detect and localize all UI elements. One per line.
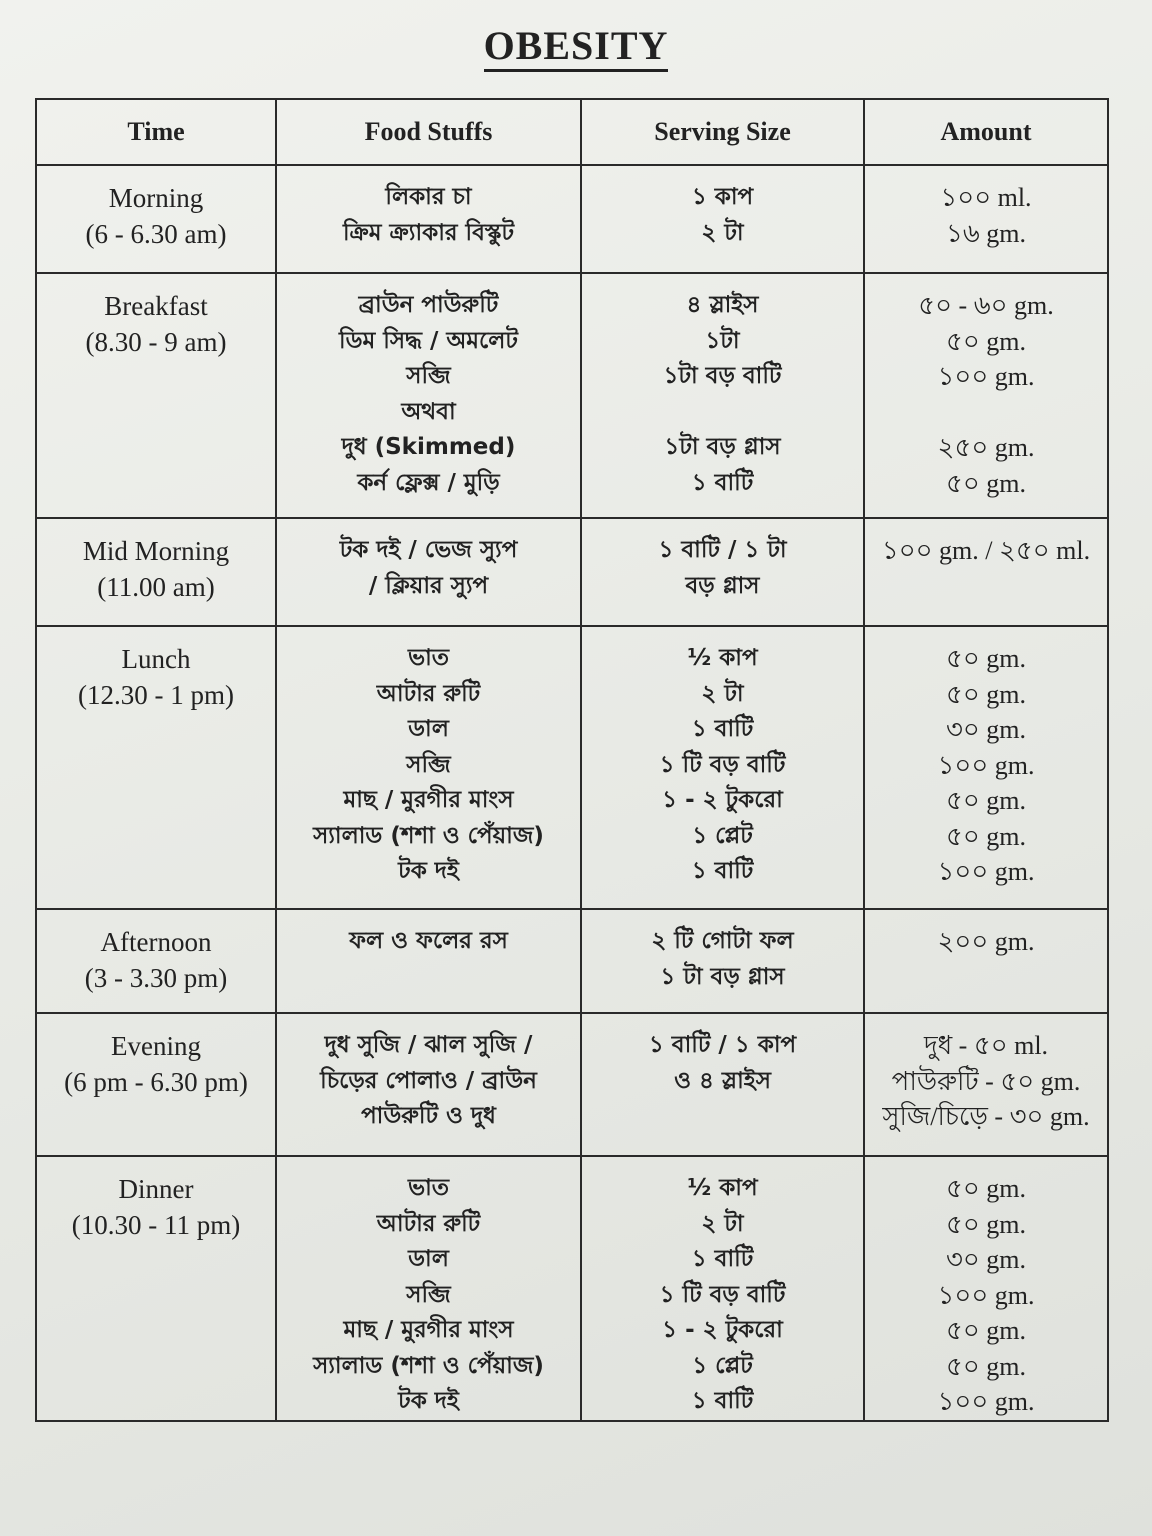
amount-line: ৩০ gm. <box>945 715 1027 744</box>
food-line: ডাল <box>408 1246 449 1272</box>
food-line: আটার রুটি <box>376 680 481 707</box>
amount-line: ৫০ gm. <box>946 1209 1026 1239</box>
food-line: লিকার চা <box>385 184 472 210</box>
amount-line: ৩০ gm. <box>945 1245 1027 1274</box>
amount-line <box>865 395 1107 431</box>
table-row <box>36 518 1108 626</box>
serving-line: ১ - ২ টুকরো <box>662 1317 783 1343</box>
serving-line: ১ কাপ <box>691 184 754 210</box>
meal-name: Dinner <box>118 1174 194 1204</box>
meal-hours: (10.30 - 11 pm) <box>71 1210 241 1240</box>
table-row <box>36 1156 1108 1421</box>
food-cell <box>276 626 581 909</box>
meal-name: Afternoon <box>100 927 212 957</box>
food-cell <box>276 1156 581 1421</box>
amount-line: পাউরুটি - ৫০ gm. <box>891 1066 1081 1096</box>
meal-name: Mid Morning <box>82 536 230 566</box>
meal-time-cell <box>36 626 276 909</box>
serving-line: ১ বাটি <box>691 858 754 884</box>
food-line: সব্জি <box>406 363 451 389</box>
food-line: স্যালাড (শশা ও পেঁয়াজ) <box>313 822 544 849</box>
serving-line: ১ বাটি <box>691 469 754 496</box>
amount-line: ৫০ - ৬০ gm. <box>918 291 1054 320</box>
serving-line: ১ বাটি <box>691 1246 754 1272</box>
meal-time-cell <box>36 518 276 626</box>
serving-line: ১ টি বড় বাটি <box>659 1281 786 1308</box>
serving-line: ২ টা <box>701 680 744 707</box>
food-cell <box>276 909 581 1013</box>
meal-name: Morning <box>108 183 204 213</box>
food-line: দুধ (Skimmed) <box>341 434 516 460</box>
serving-line: ১ বাটি <box>691 1388 754 1414</box>
amount-line: ১০০ gm. <box>937 362 1035 391</box>
meal-time-cell <box>36 1013 276 1156</box>
food-cell <box>276 518 581 626</box>
amount-line: ১০০ gm. <box>937 1280 1035 1310</box>
header-time: Time <box>36 99 276 165</box>
food-line: / ক্লিয়ার স্যুপ <box>368 572 489 599</box>
table-row <box>36 1013 1108 1156</box>
amount-line: ৫০ gm. <box>946 786 1026 815</box>
serving-cell <box>581 518 864 626</box>
meal-hours: (6 - 6.30 am) <box>85 219 227 249</box>
food-line: আটার রুটি <box>376 1210 481 1237</box>
food-line: স্যালাড (শশা ও পেঁয়াজ) <box>313 1352 544 1379</box>
amount-cell <box>864 273 1108 518</box>
meal-name: Lunch <box>121 644 191 674</box>
serving-line: ৪ স্লাইস <box>686 292 759 318</box>
table-row <box>36 165 1108 273</box>
table-row <box>36 909 1108 1013</box>
amount-line: ৫০ gm. <box>946 821 1026 851</box>
meal-name: Breakfast <box>104 291 208 321</box>
serving-line: ও ৪ স্লাইস <box>674 1067 771 1094</box>
amount-line: ১৬ gm. <box>946 218 1026 248</box>
food-line: ফল ও ফলের রস <box>349 928 508 954</box>
meal-time-cell <box>36 165 276 273</box>
food-line: চিড়ের পোলাও / ব্রাউন <box>320 1067 537 1094</box>
amount-line: ৫০ gm. <box>946 468 1026 498</box>
serving-line: ১ বাটি <box>691 716 754 742</box>
amount-line: ১০০ gm. / ২৫০ ml. <box>881 536 1091 565</box>
food-line: পাউরুটি ও দুধ <box>361 1103 496 1129</box>
meal-hours: (12.30 - 1 pm) <box>78 680 234 710</box>
amount-cell <box>864 626 1108 909</box>
amount-cell <box>864 909 1108 1013</box>
food-line: ভাত <box>407 1175 450 1201</box>
meal-hours: (3 - 3.30 pm) <box>84 963 228 993</box>
serving-line: ১টা <box>705 327 740 354</box>
food-line: ডাল <box>408 716 449 742</box>
serving-line: ২ টা <box>701 219 744 246</box>
serving-line: ½ কাপ <box>687 1175 758 1201</box>
serving-line: ১ - ২ টুকরো <box>662 787 783 813</box>
table-row <box>36 626 1108 909</box>
amount-line: ৫০ gm. <box>946 1174 1026 1203</box>
food-line: সব্জি <box>406 1281 451 1308</box>
serving-cell <box>581 909 864 1013</box>
meal-time-cell <box>36 1156 276 1421</box>
table-row <box>36 273 1108 518</box>
amount-line: ২০০ gm. <box>937 927 1035 956</box>
food-line: মাছ / মুরগীর মাংস <box>343 1317 514 1343</box>
serving-cell <box>581 1156 864 1421</box>
serving-line: ১ প্লেট <box>692 822 753 849</box>
food-line: কর্ন ফ্লেক্স / মুড়ি <box>357 469 500 496</box>
amount-cell <box>864 1156 1108 1421</box>
amount-line: দুধ - ৫০ ml. <box>923 1031 1049 1060</box>
serving-line: ১ প্লেট <box>692 1352 753 1379</box>
serving-line <box>582 395 863 431</box>
serving-line: ২ টা <box>701 1210 744 1237</box>
food-line: টক দই <box>398 858 459 884</box>
serving-line: ১টা বড় গ্লাস <box>664 434 781 460</box>
amount-cell <box>864 1013 1108 1156</box>
food-line: টক দই <box>398 1388 459 1414</box>
serving-line: ১ বাটি / ১ টা <box>658 537 787 563</box>
header-serving-size: Serving Size <box>581 99 864 165</box>
serving-line: ২ টি গোটা ফল <box>651 928 794 954</box>
food-line: ভাত <box>407 645 450 671</box>
meal-time-cell <box>36 273 276 518</box>
meal-hours: (11.00 am) <box>97 572 215 602</box>
header-food-stuffs: Food Stuffs <box>276 99 581 165</box>
food-line: ব্রাউন পাউরুটি <box>358 292 499 318</box>
food-cell <box>276 273 581 518</box>
serving-line: বড় গ্লাস <box>685 572 760 599</box>
food-line: সব্জি <box>406 751 451 778</box>
food-line: দুধ সুজি / ঝাল সুজি / <box>324 1032 533 1058</box>
amount-line: ১০০ ml. <box>940 183 1032 212</box>
food-line: ডিম সিদ্ধ / অমলেট <box>339 327 518 354</box>
serving-line: ১টা বড় বাটি <box>663 363 782 389</box>
amount-line: ৫০ gm. <box>946 326 1026 356</box>
diet-chart-table <box>35 98 1109 1422</box>
serving-cell <box>581 273 864 518</box>
amount-cell <box>864 165 1108 273</box>
amount-line: সুজি/চিড়ে - ৩০ gm. <box>882 1102 1090 1131</box>
amount-line: ৫০ gm. <box>946 644 1026 673</box>
meal-name: Evening <box>111 1031 201 1061</box>
food-cell <box>276 165 581 273</box>
table-body <box>36 165 1108 1421</box>
header-row <box>36 99 1108 165</box>
food-line: অথবা <box>401 398 456 425</box>
serving-cell <box>581 626 864 909</box>
amount-line: ১০০ gm. <box>937 1387 1035 1416</box>
food-cell <box>276 1013 581 1156</box>
meal-time-cell <box>36 909 276 1013</box>
meal-hours: (6 pm - 6.30 pm) <box>64 1067 248 1097</box>
meal-hours: (8.30 - 9 am) <box>85 327 227 357</box>
serving-cell <box>581 165 864 273</box>
amount-line: ৫০ gm. <box>946 1316 1026 1345</box>
page-title: OBESITY <box>0 22 1152 69</box>
serving-line: ১ টা বড় গ্লাস <box>660 963 785 990</box>
amount-line: ৫০ gm. <box>946 679 1026 709</box>
food-line: টক দই / ভেজ স্যুপ <box>339 537 518 563</box>
serving-line: ১ বাটি / ১ কাপ <box>648 1032 797 1058</box>
food-line: মাছ / মুরগীর মাংস <box>343 787 514 813</box>
amount-line: ১০০ gm. <box>937 750 1035 780</box>
amount-line: ৫০ gm. <box>946 1351 1026 1381</box>
food-line: ক্রিম ক্র্যাকার বিস্কুট <box>342 219 515 246</box>
header-amount: Amount <box>864 99 1108 165</box>
amount-line: ১০০ gm. <box>937 857 1035 886</box>
serving-line: ১ টি বড় বাটি <box>659 751 786 778</box>
amount-line: ২৫০ gm. <box>937 433 1035 462</box>
serving-cell <box>581 1013 864 1156</box>
amount-cell <box>864 518 1108 626</box>
serving-line: ½ কাপ <box>687 645 758 671</box>
